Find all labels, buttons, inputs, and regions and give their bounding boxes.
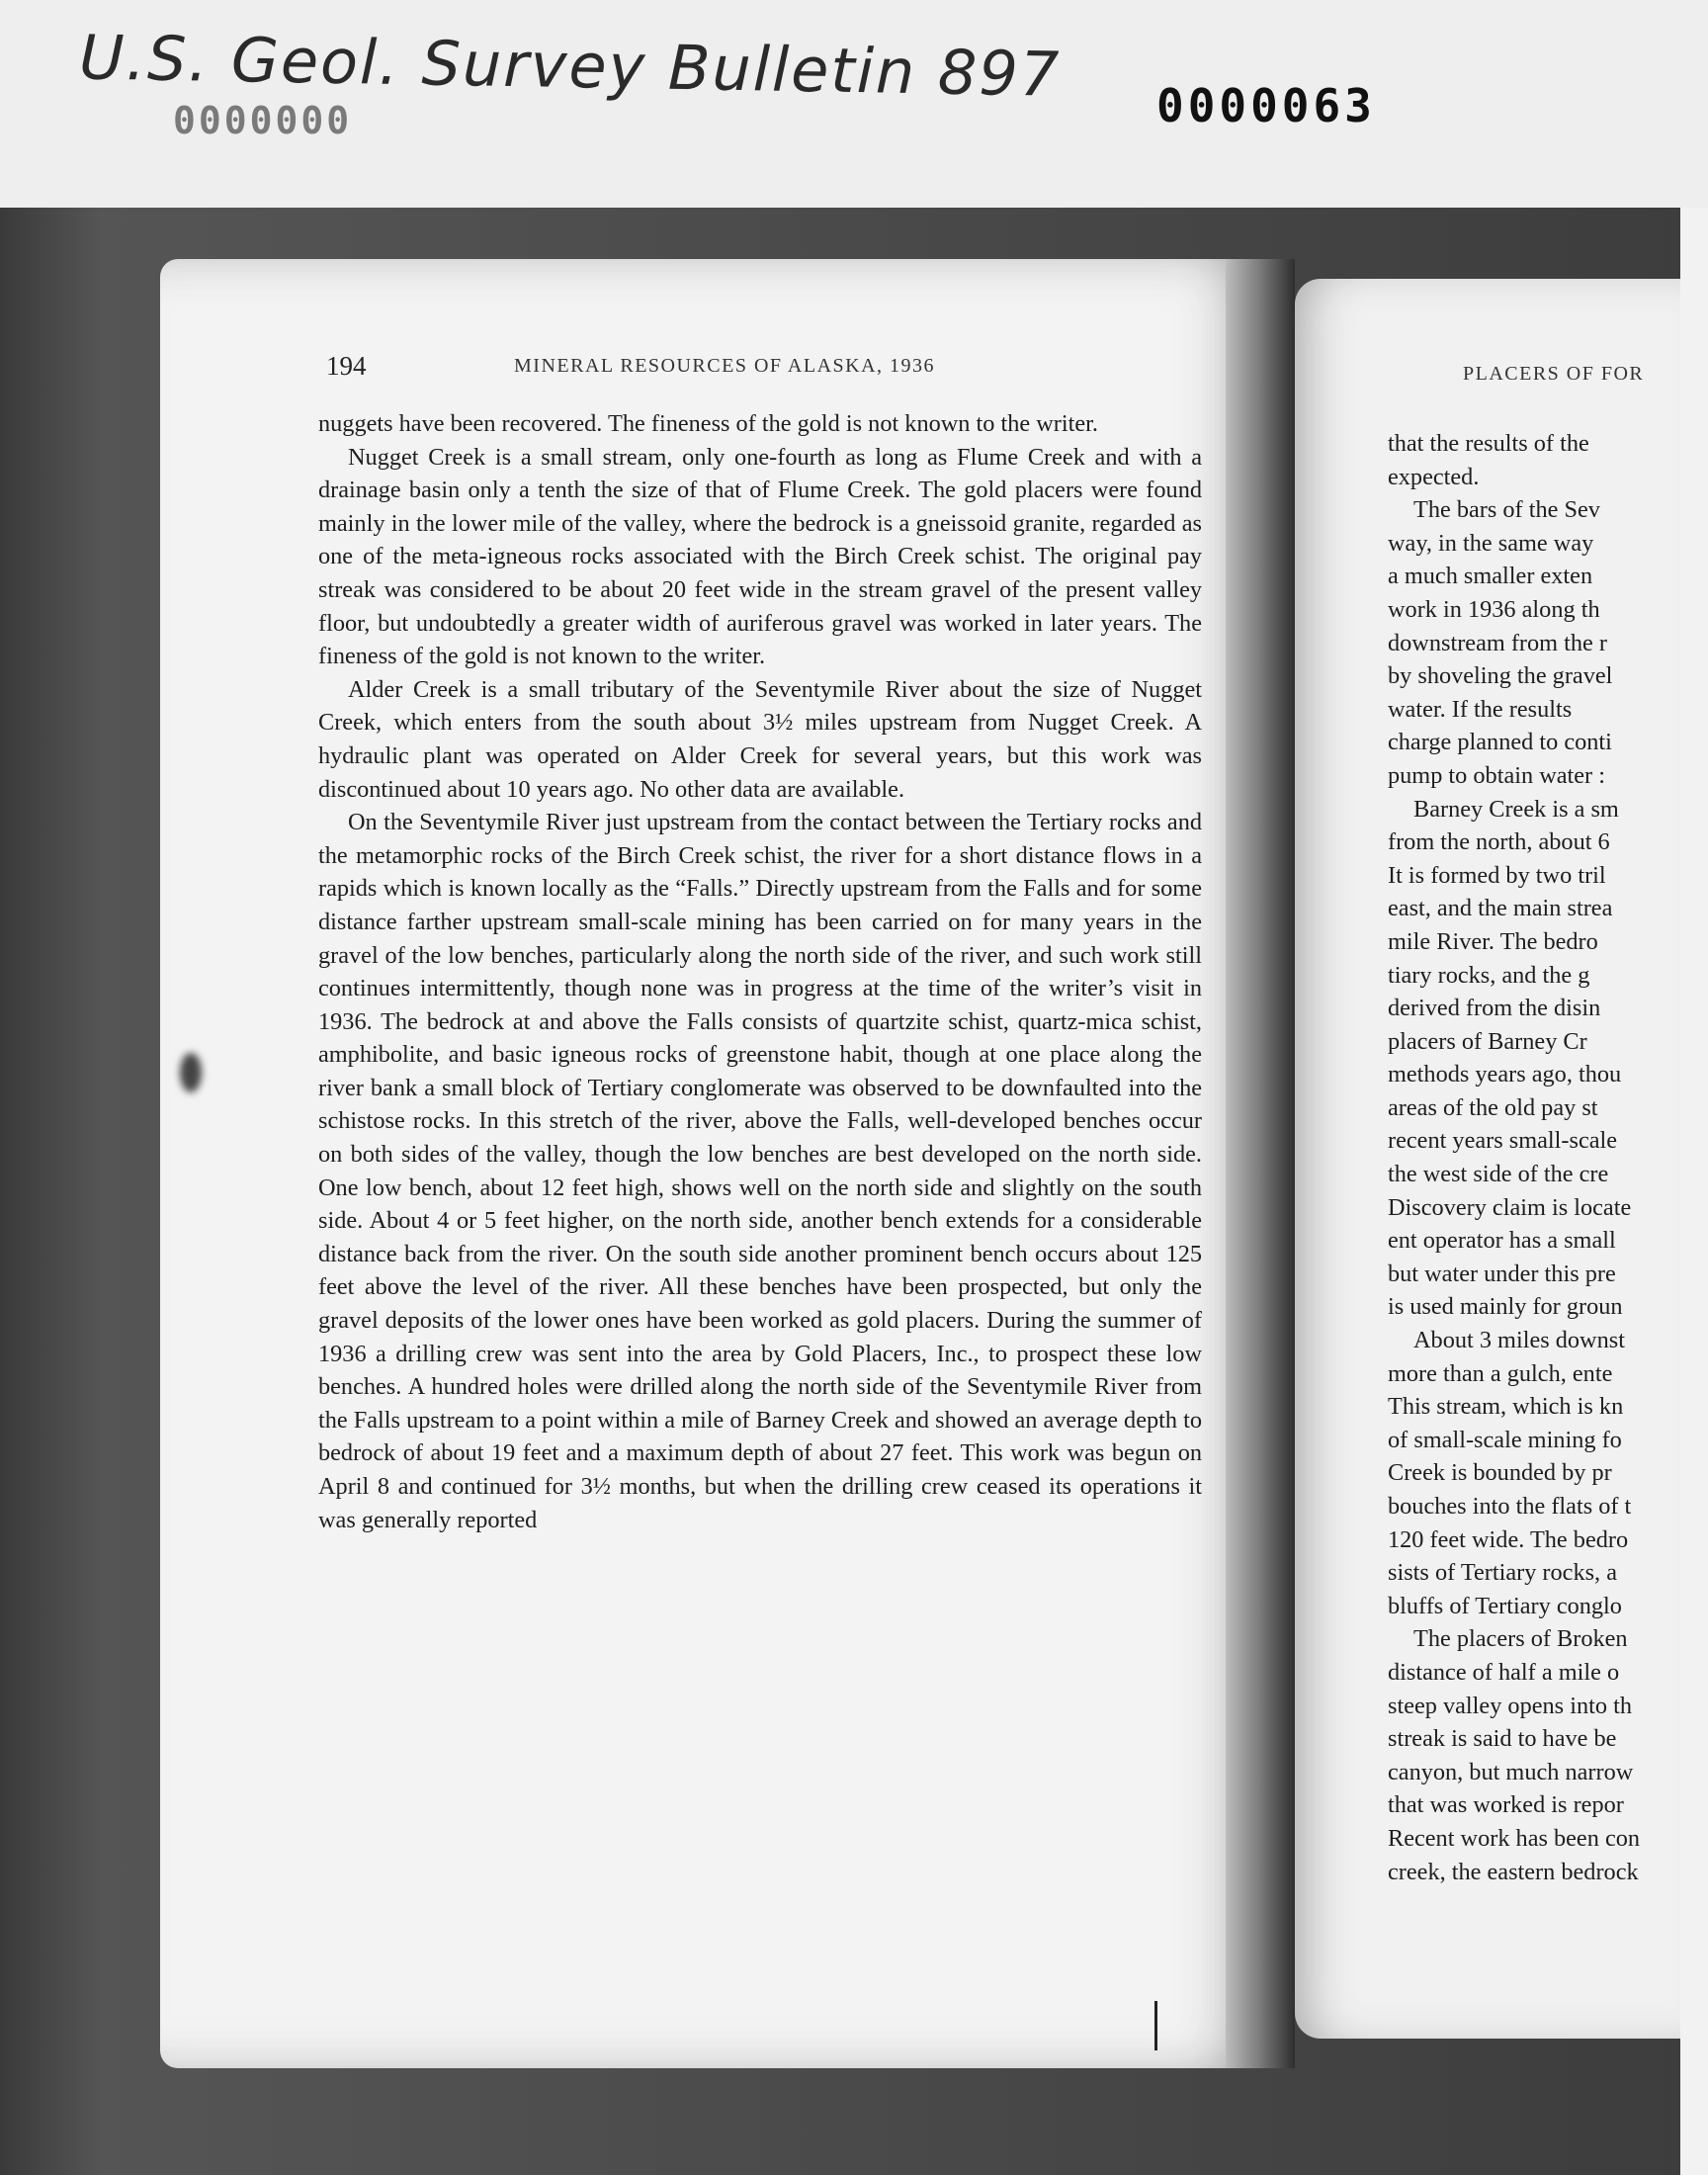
page-number: 194 [326,351,367,381]
text-line: way, in the same way [1388,529,1594,557]
right-running-head: PLACERS OF FOR [1463,363,1645,385]
margin-smudge [180,1053,202,1092]
text-line: bouches into the flats of t [1388,1493,1632,1520]
text-line: of small-scale mining fo [1388,1426,1622,1453]
text-line: pump to obtain water : [1388,761,1605,789]
right-page-body [1388,427,1680,1888]
text-line: Barney Creek is a sm [1413,795,1619,823]
left-page-body [318,407,1202,1536]
book-gutter [1226,259,1295,2068]
right-page [1295,279,1680,2039]
paragraph: nuggets have been recovered. The fineness of the gold is not known to the writer. [318,410,1098,437]
faint-stamp: 0000000 [173,99,353,142]
text-line: by shoveling the gravel [1388,662,1613,690]
text-line: canyon, but much narrow [1388,1758,1634,1785]
text-line: tiary rocks, and the g [1388,961,1590,989]
text-line: work in 1936 along th [1388,595,1600,623]
text-line: mile River. The bedro [1388,927,1598,955]
margin-tick [1154,2001,1157,2050]
text-line: distance of half a mile o [1388,1658,1620,1686]
text-line: sists of Tertiary rocks, a [1388,1559,1617,1587]
text-line: downstream from the r [1388,629,1607,656]
text-line: ent operator has a small [1388,1227,1616,1255]
text-line: About 3 miles downst [1413,1327,1625,1354]
running-head: MINERAL RESOURCES OF ALASKA, 1936 [514,355,936,377]
text-line: charge planned to conti [1388,729,1612,756]
text-line: east, and the main strea [1388,895,1613,922]
paragraph: Nugget Creek is a small stream, only one-fourth as long as Flume Creek and with a drainage basin only a tenth the size of that of Flume Creek. The gold placers were found mainly in the lower mile of the valley, where the bedrock is a gneissoid granite, regarded as one of the meta-igneous rocks associated with the Birch Creek schist. The original pay streak was considered to be about 20 feet wide in the stream gravel of the present valley floor, but undoubtedly a greater width of auriferous gravel was worked in later years. The fineness of the gold is not known to the writer. [318,443,1202,670]
text-line: The placers of Broken [1413,1625,1628,1653]
text-line: from the north, about 6 [1388,828,1610,856]
right-edge [1680,208,1708,2175]
text-line: methods years ago, thou [1388,1061,1622,1088]
text-line: but water under this pre [1388,1260,1616,1287]
paragraph: Alder Creek is a small tributary of the Seventymile River about the size of Nugget Creek, which enters from the south about 3½ miles upstream from Nugget Creek. A hydraulic plant was operated on Alder Creek for several years, but this work was discontinued about 10 years ago. No other data are available. [318,675,1202,803]
text-line: areas of the old pay st [1388,1093,1598,1121]
text-line: This stream, which is kn [1388,1393,1624,1421]
text-line: The bars of the Sev [1413,496,1600,524]
text-line: that was worked is repor [1388,1791,1624,1819]
text-line: steep valley opens into th [1388,1692,1632,1719]
text-line: Discovery claim is locate [1388,1193,1632,1221]
text-line: bluffs of Tertiary conglo [1388,1592,1622,1619]
text-line: the west side of the cre [1388,1161,1609,1188]
text-line: streak is said to have be [1388,1725,1617,1753]
text-line: more than a gulch, ente [1388,1359,1613,1387]
text-line: placers of Barney Cr [1388,1027,1587,1055]
text-line: derived from the disin [1388,995,1601,1022]
text-line: Recent work has been con [1388,1824,1641,1852]
handwritten-note: U.S. Geol. Survey Bulletin 897 [78,21,1062,111]
text-line: a much smaller exten [1388,563,1593,590]
text-line: is used mainly for groun [1388,1293,1623,1321]
text-line: that the results of the [1388,430,1589,457]
text-line: Creek is bounded by pr [1388,1459,1612,1487]
document-stamp-number: 0000063 [1156,79,1376,132]
text-line: recent years small-scale [1388,1127,1618,1155]
left-page [160,259,1262,2068]
text-line: It is formed by two tril [1388,861,1606,889]
text-line: 120 feet wide. The bedro [1388,1525,1629,1553]
text-line: water. If the results [1388,695,1573,723]
text-line: expected. [1388,463,1480,490]
paragraph: On the Seventymile River just upstream from the contact between the Tertiary rocks and the metamorphic rocks of the Birch Creek schist, the river for a short distance flows in a rapids which is known locally as the “Falls.” Directly upstream from the Falls and for some distance farther upstream small-scale mining has been carried on for many years in the gravel of the low benches, particularly along the north side of the river, and such work still continues intermittently, though none was in progress at the time of the writer’s visit in 1936. The bedrock at and above the Falls consists of quartzite schist, quartz-mica schist, amphibolite, and basic igneous rocks of greenstone habit, though at one place along the river bank a small block of Tertiary conglomerate was observed to be downfaulted into the schistose rocks. In this stretch of the river, above the Falls, well-developed benches occur on both sides of the valley, though the low benches are best developed on the north side. One low bench, about 12 feet high, shows well on the north side and slightly on the south side. About 4 or 5 feet higher, on the north side, another bench extends for a considerable distance back from the river. On the south side another prominent bench occurs about 125 feet above the level of the river. All these benches have been prospected, but only the gravel deposits of the lower ones have been worked as gold placers. During the summer of 1936 a drilling crew was sent into the area by Gold Placers, Inc., to prospect these low benches. A hundred holes were drilled along the north side of the Seventymile River from the Falls upstream to a point within a mile of Barney Creek and showed an average depth to bedrock of about 19 feet and a maximum depth of about 27 feet. This work was begun on April 8 and continued for 3½ months, but when the drilling crew ceased its operations it was generally reported [318,809,1203,1533]
text-line: creek, the eastern bedrock [1388,1858,1639,1885]
